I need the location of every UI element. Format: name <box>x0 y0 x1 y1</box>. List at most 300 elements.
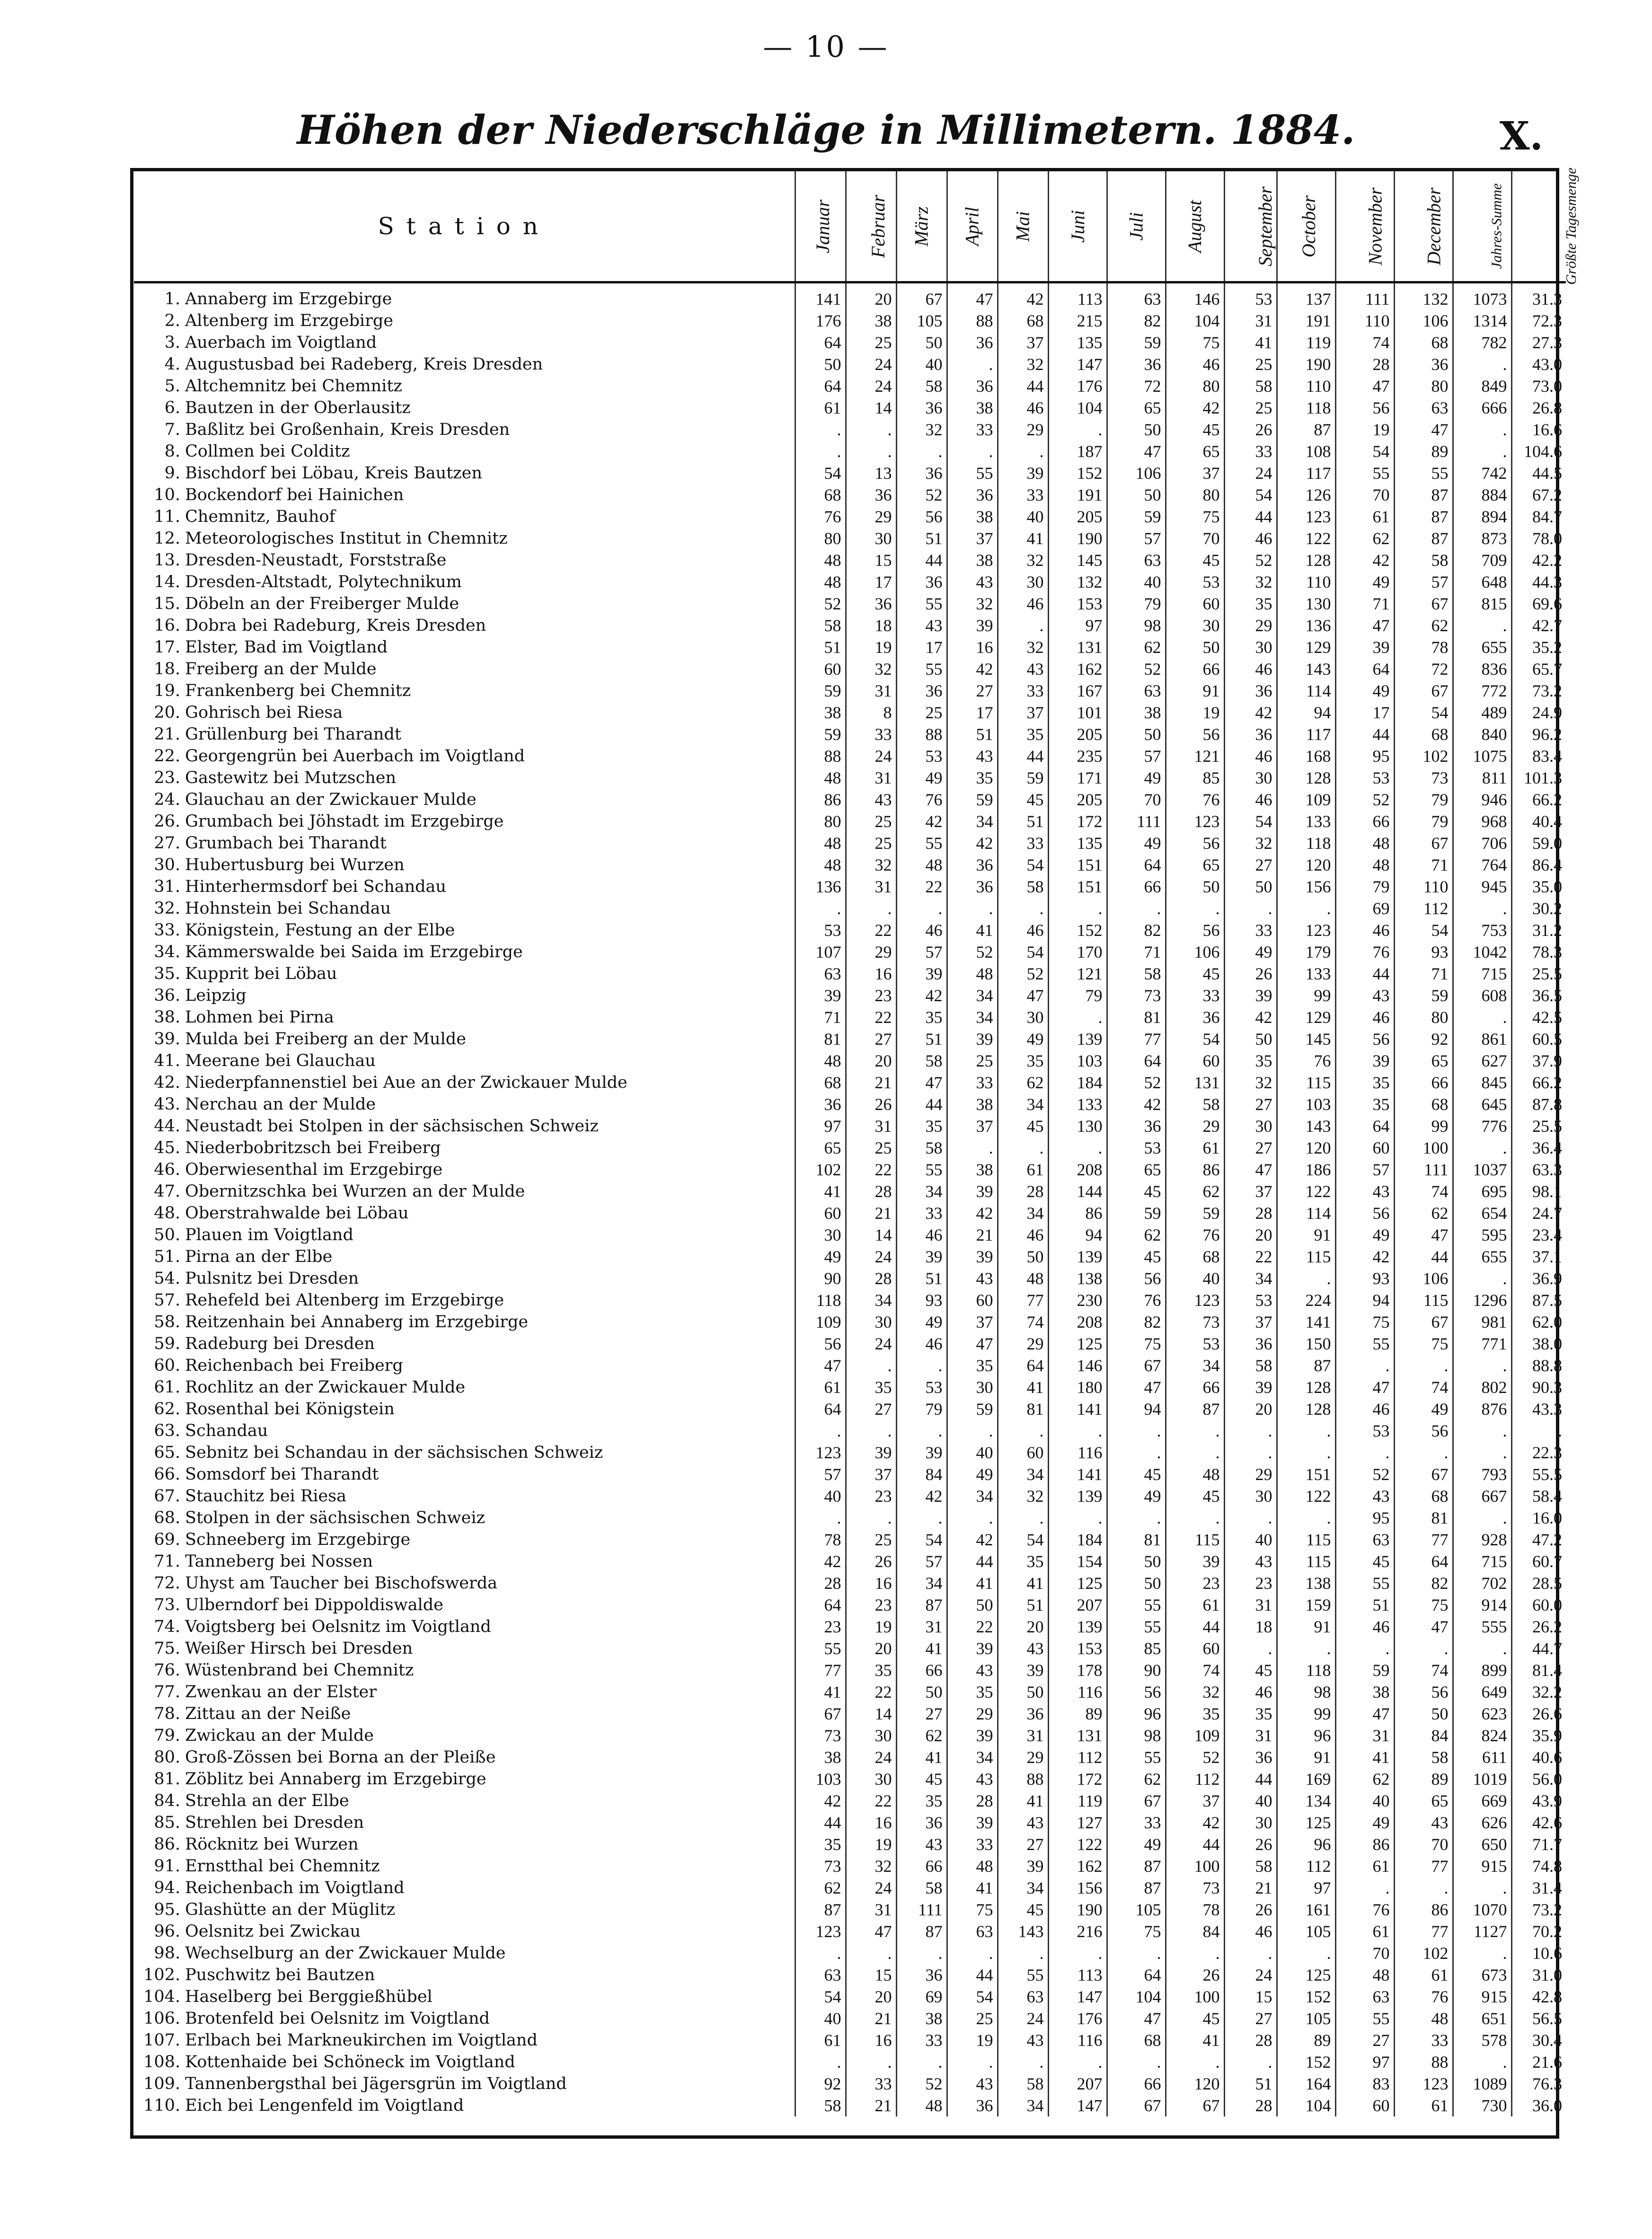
table-row <box>134 1028 1566 1050</box>
value-cell: 33 <box>947 419 998 441</box>
station-cell <box>134 1159 795 1181</box>
value-cell: 152 <box>1277 2051 1335 2073</box>
value-cell: 115 <box>1277 1551 1335 1572</box>
station-number: 16. <box>154 616 180 635</box>
value-cell: 156 <box>1048 1877 1107 1899</box>
value-cell: 110 <box>1277 375 1335 397</box>
value-cell: 36 <box>947 332 998 353</box>
station-number: 106. <box>143 2009 180 2028</box>
value-cell: 99 <box>1394 1115 1453 1137</box>
value-cell: 21 <box>846 1072 896 1093</box>
station-name: Niederbobritzsch bei Freiberg <box>185 1138 441 1157</box>
value-cell: . <box>846 2051 896 2073</box>
station-cell <box>134 854 795 876</box>
value-cell: 63 <box>1107 680 1166 702</box>
value-cell: 58 <box>998 2073 1048 2095</box>
value-cell: 93 <box>896 1289 947 1311</box>
station-name: Voigtsberg bei Oelsnitz im Voigtland <box>185 1617 491 1636</box>
station-cell <box>134 1355 795 1376</box>
value-cell: . <box>947 1137 998 1159</box>
value-cell: 35.9 <box>1511 1725 1566 1746</box>
value-cell: 47 <box>1335 1703 1394 1725</box>
value-cell: 28 <box>1224 1202 1277 1224</box>
value-cell: 36 <box>896 680 947 702</box>
value-cell: 32 <box>846 1855 896 1877</box>
value-cell: 123 <box>795 1921 846 1942</box>
table-row <box>134 1986 1566 2008</box>
station-cell <box>134 1311 795 1333</box>
value-cell: 29 <box>846 506 896 528</box>
value-cell: 61 <box>998 1159 1048 1181</box>
value-cell: 109 <box>1277 789 1335 811</box>
value-cell: 106 <box>1394 1268 1453 1289</box>
value-cell: 30 <box>795 1224 846 1246</box>
value-cell: 38 <box>947 1159 998 1181</box>
value-cell: 29 <box>1224 615 1277 636</box>
value-cell: 94 <box>1107 1398 1166 1420</box>
station-cell <box>134 1268 795 1289</box>
value-cell: 99 <box>1277 985 1335 1006</box>
table-row <box>134 1594 1566 1616</box>
value-cell: 51 <box>998 1594 1048 1616</box>
station-name: Röcknitz bei Wurzen <box>185 1835 359 1854</box>
value-cell: 113 <box>1048 282 1107 310</box>
value-cell: 68 <box>795 484 846 506</box>
value-cell: 62 <box>1335 1768 1394 1790</box>
value-cell: . <box>1048 2051 1107 2073</box>
table-row <box>134 1355 1566 1376</box>
value-cell: 60.7 <box>1511 1551 1566 1572</box>
value-cell: 608 <box>1453 985 1511 1006</box>
table-row <box>134 1899 1566 1921</box>
value-cell: 58 <box>896 1137 947 1159</box>
table-row <box>134 1463 1566 1485</box>
value-cell: 78 <box>1166 1899 1224 1921</box>
station-name: Chemnitz, Bauhof <box>185 507 336 526</box>
value-cell: 81 <box>1107 1529 1166 1551</box>
value-cell: 17 <box>1335 702 1394 723</box>
station-number: 84. <box>154 1791 180 1810</box>
value-cell: 151 <box>1048 854 1107 876</box>
value-cell: . <box>896 1942 947 1964</box>
station-cell <box>134 1006 795 1028</box>
table-row <box>134 1333 1566 1355</box>
station-cell <box>134 1725 795 1746</box>
value-cell: 76 <box>1335 1899 1394 1921</box>
value-cell: 90 <box>1107 1659 1166 1681</box>
value-cell: 20 <box>846 282 896 310</box>
value-cell: 60 <box>998 1442 1048 1463</box>
station-number: 68. <box>154 1508 180 1527</box>
value-cell: 41 <box>1224 332 1277 353</box>
value-cell: 654 <box>1453 1202 1511 1224</box>
value-cell: 55 <box>896 832 947 854</box>
value-cell: 139 <box>1048 1485 1107 1507</box>
value-cell: . <box>1453 441 1511 462</box>
value-cell: 100 <box>1166 1855 1224 1877</box>
station-cell <box>134 2008 795 2029</box>
value-cell: . <box>998 615 1048 636</box>
station-cell <box>134 1202 795 1224</box>
value-cell: 65 <box>1107 1159 1166 1181</box>
value-cell: . <box>1394 1442 1453 1463</box>
value-cell: 38 <box>1335 1681 1394 1703</box>
table-row <box>134 375 1566 397</box>
value-cell: 772 <box>1453 680 1511 702</box>
value-cell: 49 <box>1107 1834 1166 1855</box>
value-cell: 76 <box>1335 941 1394 963</box>
table-row <box>134 2008 1566 2029</box>
value-cell: 103 <box>1048 1050 1107 1072</box>
value-cell: 33 <box>846 723 896 745</box>
value-cell: 38 <box>947 397 998 419</box>
station-number: 109. <box>143 2074 180 2093</box>
value-cell: 67 <box>1394 593 1453 615</box>
col-header-september: September <box>1224 171 1277 282</box>
value-cell: 40 <box>795 2008 846 2029</box>
value-cell: 55 <box>1107 1746 1166 1768</box>
value-cell: 24 <box>846 353 896 375</box>
value-cell: 42.2 <box>1511 549 1566 571</box>
value-cell: 28 <box>1335 353 1394 375</box>
value-cell: 137 <box>1277 282 1335 310</box>
value-cell: 138 <box>1048 1268 1107 1289</box>
value-cell: 104 <box>1048 397 1107 419</box>
value-cell: . <box>1453 419 1511 441</box>
value-cell: 55 <box>1107 1594 1166 1616</box>
station-cell <box>134 1398 795 1420</box>
station-name: Kämmerswalde bei Saida im Erzgebirge <box>185 943 523 961</box>
table-row <box>134 1638 1566 1659</box>
station-name: Oberstrahwalde bei Löbau <box>185 1204 409 1223</box>
station-cell <box>134 528 795 549</box>
value-cell: 36 <box>896 571 947 593</box>
value-cell: 22 <box>896 876 947 898</box>
value-cell: . <box>846 898 896 919</box>
value-cell: 667 <box>1453 1485 1511 1507</box>
value-cell: 75 <box>947 1899 998 1921</box>
value-cell: 16 <box>846 2029 896 2051</box>
value-cell: . <box>1335 1355 1394 1376</box>
station-name: Glashütte an der Müglitz <box>185 1900 396 1919</box>
value-cell: 63 <box>947 1921 998 1942</box>
table-row <box>134 1420 1566 1442</box>
value-cell: 64 <box>1335 658 1394 680</box>
value-cell: . <box>1107 1507 1166 1529</box>
table-row <box>134 1181 1566 1202</box>
value-cell: 36 <box>896 1964 947 1986</box>
value-cell: 41 <box>795 1181 846 1202</box>
value-cell: 107 <box>795 941 846 963</box>
value-cell: . <box>1277 1268 1335 1289</box>
value-cell: 42.5 <box>1511 1006 1566 1028</box>
value-cell: 22 <box>947 1616 998 1638</box>
value-cell: 65 <box>1394 1050 1453 1072</box>
value-cell: 24 <box>846 1746 896 1768</box>
station-name: Schandau <box>185 1421 268 1440</box>
value-cell: 41 <box>1335 1746 1394 1768</box>
station-name: Tanneberg bei Nossen <box>185 1552 373 1571</box>
col-header-november: November <box>1335 171 1394 282</box>
value-cell: 131 <box>1048 1725 1107 1746</box>
value-cell: 40 <box>896 353 947 375</box>
value-cell: 58 <box>998 876 1048 898</box>
value-cell: 36 <box>1224 680 1277 702</box>
value-cell: . <box>1224 1942 1277 1964</box>
value-cell: 55 <box>1335 462 1394 484</box>
page-number: — 10 — <box>763 29 889 64</box>
station-name: Sebnitz bei Schandau in der sächsischen Schweiz <box>185 1443 603 1462</box>
station-number: 94. <box>154 1878 180 1897</box>
station-number: 96. <box>154 1922 180 1941</box>
value-cell: 58 <box>1394 1746 1453 1768</box>
station-name: Bautzen in der Oberlausitz <box>185 398 411 417</box>
value-cell: . <box>947 2051 998 2073</box>
value-cell: 555 <box>1453 1616 1511 1638</box>
value-cell: 59 <box>1335 1659 1394 1681</box>
value-cell: 146 <box>1048 1355 1107 1376</box>
value-cell: . <box>896 2051 947 2073</box>
station-number: 66. <box>154 1465 180 1484</box>
station-number: 26. <box>154 812 180 831</box>
station-number: 80. <box>154 1748 180 1767</box>
station-cell <box>134 1616 795 1638</box>
value-cell: 117 <box>1277 462 1335 484</box>
value-cell: 15 <box>1224 1986 1277 2008</box>
value-cell: 48 <box>795 1050 846 1072</box>
value-cell: 1073 <box>1453 282 1511 310</box>
value-cell: 88 <box>896 723 947 745</box>
value-cell: 23.4 <box>1511 1224 1566 1246</box>
value-cell: 31 <box>846 767 896 789</box>
value-cell: 73 <box>795 1725 846 1746</box>
value-cell: 56.0 <box>1511 1768 1566 1790</box>
value-cell: 98.1 <box>1511 1181 1566 1202</box>
value-cell: 84 <box>1394 1725 1453 1746</box>
station-number: 32. <box>154 899 180 918</box>
table-row <box>134 310 1566 332</box>
value-cell: . <box>846 1507 896 1529</box>
value-cell: 946 <box>1453 789 1511 811</box>
value-cell: 44 <box>947 1964 998 1986</box>
value-cell: 34 <box>998 2095 1048 2116</box>
value-cell: 20 <box>1224 1224 1277 1246</box>
station-number: 44. <box>154 1117 180 1136</box>
value-cell: 42 <box>1166 1812 1224 1834</box>
value-cell: 171 <box>1048 767 1107 789</box>
value-cell: . <box>1277 1507 1335 1529</box>
value-cell: 894 <box>1453 506 1511 528</box>
value-cell: 152 <box>1277 1986 1335 2008</box>
value-cell: 32 <box>998 353 1048 375</box>
table-row <box>134 1268 1566 1289</box>
table-row <box>134 1834 1566 1855</box>
value-cell: 64 <box>1107 854 1166 876</box>
value-cell: 53 <box>1224 1289 1277 1311</box>
value-cell: 97 <box>1277 1877 1335 1899</box>
value-cell: 145 <box>1277 1028 1335 1050</box>
station-name: Puschwitz bei Bautzen <box>185 1966 375 1984</box>
table-row <box>134 332 1566 353</box>
value-cell: . <box>1453 1638 1511 1659</box>
value-cell: 86 <box>1394 1899 1453 1921</box>
value-cell: 46 <box>998 919 1048 941</box>
value-cell: 52 <box>1107 658 1166 680</box>
value-cell: . <box>947 1942 998 1964</box>
value-cell: 58 <box>896 375 947 397</box>
value-cell: 673 <box>1453 1964 1511 1986</box>
station-name: Groß-Zössen bei Borna an der Pleiße <box>185 1748 496 1767</box>
value-cell: 94 <box>1048 1224 1107 1246</box>
value-cell: 47 <box>1335 375 1394 397</box>
value-cell: 41 <box>998 528 1048 549</box>
value-cell: 131 <box>1166 1072 1224 1093</box>
station-cell <box>134 441 795 462</box>
value-cell: 715 <box>1453 963 1511 985</box>
value-cell: 782 <box>1453 332 1511 353</box>
value-cell: 47 <box>795 1355 846 1376</box>
station-name: Stolpen in der sächsischen Schweiz <box>185 1508 485 1527</box>
table-row <box>134 876 1566 898</box>
value-cell: 42 <box>1335 1246 1394 1268</box>
value-cell: 71 <box>1394 854 1453 876</box>
value-cell: 24 <box>998 2008 1048 2029</box>
value-cell: 31 <box>846 680 896 702</box>
value-cell: 76 <box>1277 1050 1335 1072</box>
value-cell: . <box>1453 2051 1511 2073</box>
value-cell: 82 <box>1107 310 1166 332</box>
value-cell: 104 <box>1277 2095 1335 2116</box>
station-number: 6. <box>164 398 180 417</box>
value-cell: 90.3 <box>1511 1376 1566 1398</box>
value-cell: 25 <box>846 832 896 854</box>
station-name: Niederpfannenstiel bei Aue an der Zwickauer Mulde <box>185 1073 627 1092</box>
value-cell: 46 <box>1335 1006 1394 1028</box>
value-cell: 63 <box>1335 1986 1394 2008</box>
station-name: Grumbach bei Tharandt <box>185 834 387 853</box>
station-number: 47. <box>154 1182 180 1201</box>
value-cell: 811 <box>1453 767 1511 789</box>
station-name: Oelsnitz bei Zwickau <box>185 1922 361 1941</box>
value-cell: 55 <box>947 462 998 484</box>
value-cell: 915 <box>1453 1855 1511 1877</box>
value-cell: 123 <box>1277 506 1335 528</box>
station-number: 2. <box>164 311 180 330</box>
value-cell: 62 <box>1166 1181 1224 1202</box>
value-cell: 128 <box>1277 1376 1335 1398</box>
station-number: 9. <box>164 464 180 483</box>
value-cell: 44 <box>1224 506 1277 528</box>
value-cell: . <box>1453 1442 1511 1463</box>
value-cell: 47 <box>998 985 1048 1006</box>
value-cell: 133 <box>1277 963 1335 985</box>
value-cell: 54 <box>1335 441 1394 462</box>
value-cell: 45 <box>1166 549 1224 571</box>
value-cell: 76 <box>1166 1224 1224 1246</box>
station-name: Collmen bei Colditz <box>185 442 350 461</box>
value-cell: 65 <box>795 1137 846 1159</box>
value-cell: 945 <box>1453 876 1511 898</box>
value-cell: 21 <box>846 2095 896 2116</box>
value-cell: 57 <box>1335 1159 1394 1181</box>
value-cell: 50 <box>896 1681 947 1703</box>
value-cell: . <box>1453 1877 1511 1899</box>
station-number: 4. <box>164 355 180 374</box>
value-cell: 187 <box>1048 441 1107 462</box>
value-cell: 39 <box>1224 985 1277 1006</box>
value-cell: 56 <box>1394 1681 1453 1703</box>
value-cell: 52 <box>1107 1072 1166 1093</box>
station-name: Kupprit bei Löbau <box>185 964 337 983</box>
col-header-december: December <box>1394 171 1453 282</box>
value-cell: 42 <box>1335 549 1394 571</box>
value-cell: 87 <box>795 1899 846 1921</box>
value-cell: 33 <box>846 2073 896 2095</box>
value-cell: 58 <box>795 615 846 636</box>
station-cell <box>134 1420 795 1442</box>
value-cell: . <box>1453 615 1511 636</box>
table-row <box>134 571 1566 593</box>
station-cell <box>134 1790 795 1812</box>
value-cell: 67 <box>896 282 947 310</box>
value-cell: 147 <box>1048 353 1107 375</box>
value-cell: 186 <box>1277 1159 1335 1181</box>
value-cell: 14 <box>846 1703 896 1725</box>
value-cell: 63 <box>795 1964 846 1986</box>
value-cell: 74 <box>998 1311 1048 1333</box>
value-cell: 52 <box>947 941 998 963</box>
value-cell: 849 <box>1453 375 1511 397</box>
value-cell: 102 <box>795 1159 846 1181</box>
station-cell <box>134 1137 795 1159</box>
value-cell: 86 <box>795 789 846 811</box>
value-cell: 68 <box>1394 1485 1453 1507</box>
value-cell: 85 <box>1166 767 1224 789</box>
value-cell: . <box>998 1507 1048 1529</box>
table-row <box>134 441 1566 462</box>
value-cell: 45 <box>1335 1551 1394 1572</box>
value-cell: 29 <box>846 941 896 963</box>
value-cell: 50 <box>1166 636 1224 658</box>
station-cell <box>134 1246 795 1268</box>
value-cell: 62 <box>1107 636 1166 658</box>
value-cell: 22 <box>846 919 896 941</box>
table-row <box>134 1529 1566 1551</box>
value-cell: 106 <box>1394 310 1453 332</box>
value-cell: 24 <box>846 1246 896 1268</box>
station-cell <box>134 1812 795 1834</box>
value-cell: 70.2 <box>1511 1921 1566 1942</box>
station-number: 69. <box>154 1530 180 1549</box>
value-cell: 706 <box>1453 832 1511 854</box>
value-cell: 53 <box>1335 1420 1394 1442</box>
value-cell: 54 <box>1224 484 1277 506</box>
value-cell: 50 <box>1394 1703 1453 1725</box>
value-cell: 42 <box>896 811 947 832</box>
station-cell <box>134 2073 795 2095</box>
station-name: Reichenbach bei Freiberg <box>185 1356 403 1375</box>
value-cell: . <box>998 2051 1048 2073</box>
value-cell: 29 <box>998 419 1048 441</box>
table-row <box>134 941 1566 963</box>
station-name: Bischdorf bei Löbau, Kreis Bautzen <box>185 464 482 483</box>
station-number: 62. <box>154 1400 180 1419</box>
value-cell: 45 <box>1107 1463 1166 1485</box>
station-cell <box>134 1594 795 1616</box>
value-cell: 33 <box>1224 919 1277 941</box>
value-cell: 38 <box>947 506 998 528</box>
value-cell: 31.0 <box>1511 1964 1566 1986</box>
